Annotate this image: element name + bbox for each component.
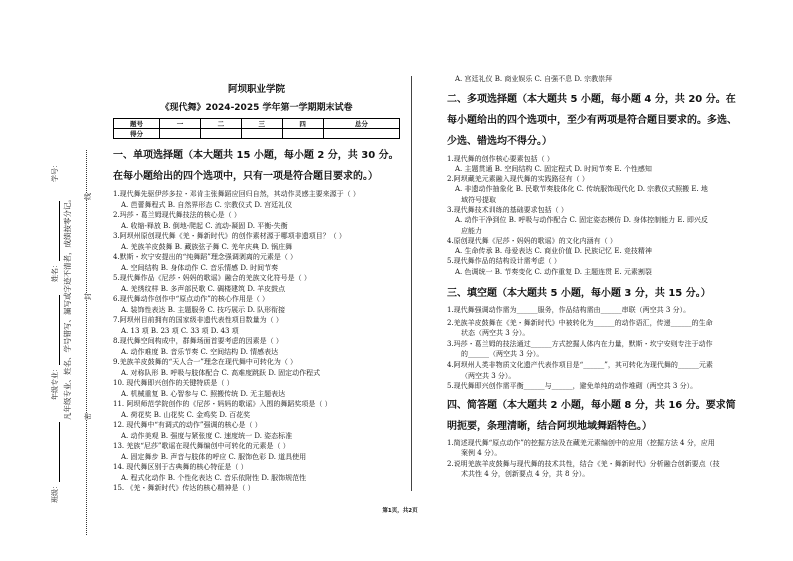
question: 3.阿坝州原创现代舞《羌・舞新时代》的创作素材源于哪项非遗项目？（ ） [113, 232, 346, 240]
section-3-heading: 三、填空题（本大题共 5 小题，每小题 3 分，共 15 分。） [447, 288, 711, 300]
seal-char-mi: 密 [84, 413, 92, 420]
score-cell[interactable] [241, 129, 282, 139]
class-label: 班级： [51, 482, 59, 503]
question: 2.阿坝藏羌元素融入现代舞的实践路径有（ ） [447, 175, 589, 184]
question: 11. 阿坝师范学院创作的《尼莎・妈妈的歌谣》入围的舞蹈奖项是（ ） [113, 400, 332, 408]
score-header: 总分 [323, 119, 399, 129]
question-options: A. 宫廷礼仪 B. 商业娱乐 C. 自强不息 D. 宗教崇拜 [455, 75, 613, 83]
score-table-header-row [114, 119, 400, 129]
score-header: 一 [160, 119, 201, 129]
question: 14. 现代舞区别于古典舞的核心特征是（ ） [113, 463, 248, 471]
question-options: A. 生命传承 B. 母爱表达 C. 商业价值 D. 民族记忆 E. 竞技精神 [455, 247, 652, 256]
major-field[interactable] [50, 295, 60, 400]
question-cont: 的______（两空共 3 分）。 [461, 350, 544, 359]
question-options: A. 对称队形 B. 呼吸与肢体配合 C. 高难度跳跃 D. 固定动作程式 [121, 368, 321, 377]
question-options: A. 程式化动作 B. 个性化表达 C. 音乐依附性 D. 服饰规范性 [121, 473, 307, 482]
question: 3.玛莎・葛兰姆的技法通过______方式挖掘人体内在力量，默斯・坎宁安则专注于动作 [447, 339, 713, 348]
question-options: A. 芭蕾舞程式 B. 自然界形态 C. 宗教仪式 D. 宫廷礼仪 [121, 200, 293, 209]
question-options: A. 空间结构 B. 身体动作 C. 音乐情感 D. 时间节奏 [121, 263, 279, 272]
question-options: A. 动作干净到位 B. 呼吸与动作配合 C. 固定姿态模仿 D. 身体控制能力 E. 即兴反 [455, 216, 708, 225]
question: 13. 羌族“尼莎”歌谣在现代舞编创中可转化的元素是（ ） [113, 442, 290, 450]
score-header: 三 [241, 119, 282, 129]
section-1-questions [113, 189, 403, 494]
score-header: 四 [282, 119, 323, 129]
question: 5.现代舞即兴创作需平衡______与______，避免单纯的动作堆砌（两空共 3 分）。 [447, 382, 698, 391]
question: 2.羌族羊皮鼓舞在《羌・舞新时代》中被转化为______的动作语汇，传递______的生命 [447, 318, 713, 327]
page-number: 第1页，共2页 [382, 508, 418, 514]
question: 8.现代舞空间构成中，群舞场面首要考虑的因素是（ ） [113, 337, 283, 345]
question-options-cont: 应能力 [461, 226, 482, 235]
question-cont: 案例 4 分）。 [461, 449, 502, 458]
section-4-questions [447, 438, 737, 480]
student-id-label: 学号： [51, 161, 59, 182]
section-1-heading: 一、单项选择题（本大题共 15 小题，每小题 2 分，共 30 分。在每小题给出的四个选项中，只有一项是符合题目要求的。） [113, 150, 399, 182]
question-options: A. 主题贯通 B. 空间结构 C. 固定程式 D. 时间节奏 E. 个性感知 [455, 164, 652, 173]
question-options: A. 13 项 B. 23 项 C. 33 项 D. 43 项 [121, 326, 239, 335]
question-options-cont: 域符号提取 [461, 195, 496, 204]
question-options: A. 羌绣纹样 B. 多声部民歌 C. 碉楼建筑 D. 羊皮鼓点 [121, 284, 286, 293]
question: 6.现代舞动作创作中“原点动作”的核心作用是（ ） [113, 295, 270, 303]
student-id-field[interactable] [50, 161, 60, 182]
section-4-heading: 四、简答题（本大题共 2 小题，每小题 8 分，共 16 分。要求简明扼要，条理清晰，结合阿坝地域舞蹈特色。） [447, 399, 736, 432]
major-label: 年级专业： [51, 365, 59, 400]
question-options: A. 羌族羊皮鼓舞 B. 藏族弦子舞 C. 羌年庆典 D. 锅庄舞 [121, 242, 293, 251]
question-options: A. 装饰性表达 B. 主题服务 C. 技巧展示 D. 队形衔接 [121, 305, 286, 314]
score-header: 题号 [114, 119, 160, 129]
question-options: A. 荷花奖 B. 山花奖 C. 金鸡奖 D. 百花奖 [121, 410, 251, 419]
question: 5.现代舞作品的结构设计需考虑（ ） [447, 257, 561, 266]
question: 9.羌族羊皮鼓舞的“天人合一”理念在现代舞中可转化为（ ） [113, 358, 298, 366]
question-options: A. 动作难度 B. 音乐节奏 C. 空间结构 D. 情感表达 [121, 347, 279, 356]
question: 4.默斯・坎宁安提出的“纯舞蹈”理念强调剥离的元素是（ ） [113, 253, 298, 261]
question-options: A. 固定舞步 B. 声音与肢体的呼应 C. 服饰色彩 D. 道具使用 [121, 452, 307, 461]
name-field[interactable] [50, 201, 60, 282]
section-3-questions [447, 305, 737, 392]
score-table [113, 118, 400, 139]
question: 2.玛莎・葛兰姆现代舞技法的核心是（ ） [113, 211, 241, 219]
question: 4.阿坝州人类非物质文化遗产代表作项目是“______”，其可转化为现代舞的______元素 [447, 361, 713, 370]
section-1 [113, 145, 403, 494]
seal-char-xian: 线 [84, 193, 92, 200]
section-2-questions [447, 154, 737, 278]
score-cell[interactable] [323, 129, 399, 139]
name-label: 姓名： [51, 261, 59, 282]
question: 1.现代舞先驱伊莎多拉・邓肯主张舞蹈应回归自然，其动作灵感主要来源于（ ） [113, 190, 360, 198]
exam-title: 《现代舞》2024-2025 学年第一学期期末试卷 [160, 103, 353, 113]
score-cell[interactable] [160, 129, 201, 139]
question: 2.说明羌族羊皮鼓舞与现代舞的技术共性，结合《羌・舞新时代》分析融合创新要点（技 [447, 459, 720, 468]
question: 10. 现代舞即兴创作的关键特质是（ ） [113, 379, 234, 387]
question: 4.原创现代舞《尼莎・妈妈的歌谣》的文化内涵有（ ） [447, 236, 617, 245]
question: 3.现代舞技术训练的基础要求包括（ ） [447, 205, 568, 214]
score-cell[interactable] [282, 129, 323, 139]
question: 7.阿坝州目前拥有的国家级非遗代表性项目数量为（ ） [113, 316, 283, 324]
score-table-row [114, 129, 400, 139]
question-options: A. 动作美观 B. 强度与紧张度 C. 速度统一 D. 姿态标准 [121, 431, 293, 440]
question: 12. 现代舞中“有调式的动作”强调的核心是（ ） [113, 421, 262, 429]
section-2-heading: 二、多项选择题（本大题共 5 小题，每小题 4 分，共 20 分。在每小题给出的四个选项中，至少有两项是符合题目要求的。多选、少选、错选均不得分。） [447, 93, 737, 147]
question: 1.现代舞的创作核心要素包括（ ） [447, 154, 554, 163]
question: 1.现代舞强调动作需为______服务，作品结构需由______串联（两空共 3 分）。 [447, 306, 691, 315]
seal-line [86, 150, 87, 535]
question-cont: 术共性 4 分，创新要点 4 分，共 8 分）。 [461, 470, 590, 479]
binding-notice: 凡年级专业、姓名、学号错写、漏写或字迹不清者，成绩按零分记。 [63, 195, 72, 420]
column-divider [411, 76, 412, 491]
seal-char-feng: 封 [84, 293, 92, 300]
question: 15. 《羌・舞新时代》传达的核心精神是（ ） [113, 484, 255, 492]
right-column [447, 74, 737, 479]
score-header: 二 [200, 119, 241, 129]
question: 5.现代舞作品《尼莎・妈妈的歌谣》融合的羌族文化符号是（ ） [113, 274, 311, 282]
score-row-label: 得分 [114, 129, 160, 139]
question: 1.简述现代舞“原点动作”的挖掘方法及在藏羌元素编创中的应用（挖掘方法 4 分，应用 [447, 438, 715, 447]
school-name: 阿坝职业学院 [227, 84, 285, 95]
question-cont: （两空共 3 分）。 [461, 371, 516, 380]
question-options: A. 非遗动作抽象化 B. 民歌节奏肢体化 C. 传统服饰现代化 D. 宗教仪式照搬 E. 地 [455, 185, 708, 194]
question-cont: 状态（两空共 3 分）。 [461, 329, 530, 338]
class-field[interactable] [50, 422, 60, 503]
score-cell[interactable] [200, 129, 241, 139]
question-options: A. 色调统一 B. 节奏变化 C. 动作重复 D. 主题连贯 E. 元素割裂 [455, 267, 652, 276]
question-options: A. 机械重复 B. 心智参与 C. 照搬传统 D. 无主题表达 [121, 389, 286, 398]
question-options: A. 收缩-释放 B. 倒地-爬起 C. 流动-凝固 D. 平衡-失衡 [121, 221, 288, 230]
